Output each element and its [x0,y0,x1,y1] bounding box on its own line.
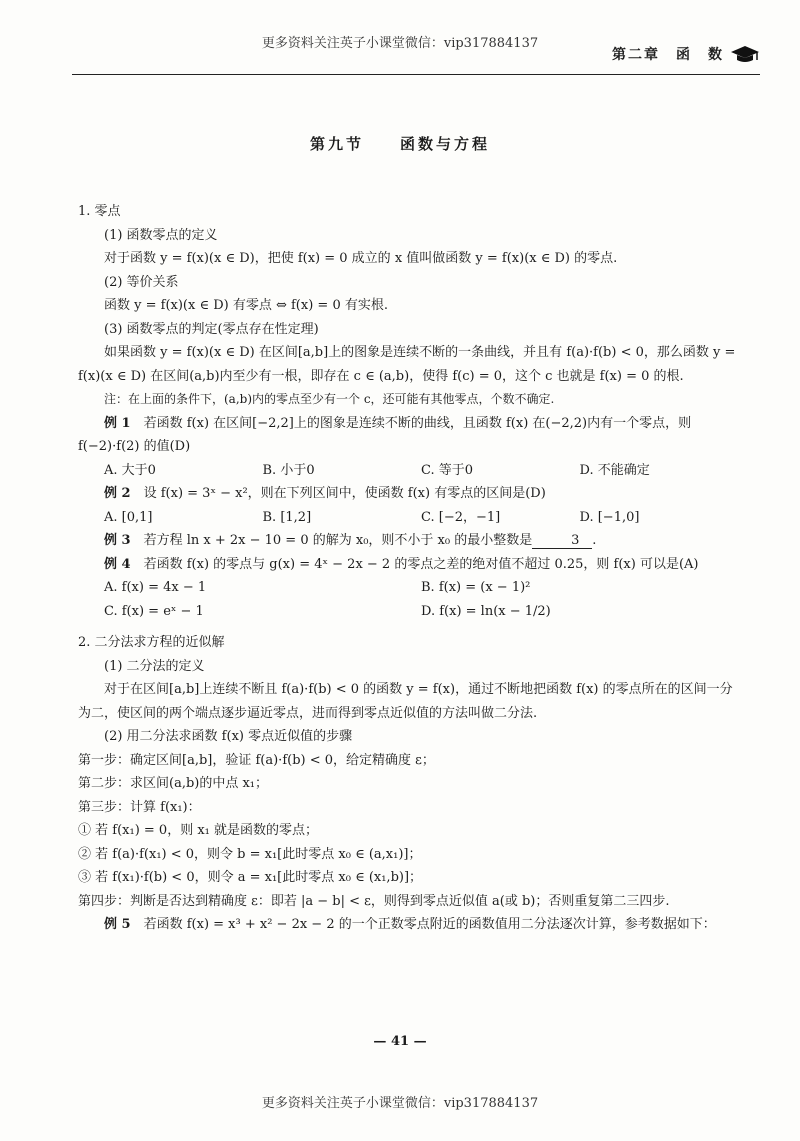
option: A. f(x) = 4x − 1 [104,580,207,595]
step-2: 第二步：求区间(a,b)的中点 x₁； [78,776,269,791]
example-1 [78,412,738,459]
equivalence-text: 函数 y = f(x)(x ∈ D) 有零点 ⇔ f(x) = 0 有实根. [104,298,388,313]
example-4-text: 若函数 f(x) 的零点与 g(x) = 4ˣ − 2x − 2 的零点之差的绝对值不超过 0.25，则 f(x) 可以是(A) [143,556,699,572]
step-3-case-1: ① 若 f(x₁) = 0，则 x₁ 就是函数的零点； [78,823,318,838]
example-1-text: 若函数 f(x) 在区间[−2,2]上的图象是连续不断的曲线，且函数 f(x) 在(−2,2)内有一个零点，则 f(−2)·f(2) 的值(D) [78,415,692,454]
option: B. 小于0 [262,462,315,478]
bisection-definition-text: 对于在区间[a,b]上连续不断且 f(a)·f(b) < 0 的函数 y = f(x)，通过不断地把函数 f(x) 的零点所在的区间一分为二，使区间的两个端点逐步逼近零点，进而得到零点近似值的方法叫做二分法. [78,682,733,721]
graduation-cap-icon [730,44,760,64]
option: A. 大于0 [104,462,156,478]
step-3-case-3: ③ 若 f(x₁)·f(b) < 0，则令 a = x₁[此时零点 x₀ ∈ (x₁,b)]； [78,870,423,885]
option: C. f(x) = eˣ − 1 [104,603,204,619]
example-2-label: 例 2 [104,486,131,501]
theorem-text: 如果函数 y = f(x)(x ∈ D) 在区间[a,b]上的图象是连续不断的一条曲线，并且有 f(a)·f(b) < 0，那么函数 y = f(x)(x ∈ D) 在区间(a,b)内至少有一根，即存在 c ∈ (a,b)，使得 f(c) = 0，这个 c 也就是 f(x) = 0 的根. [78,345,736,384]
example-2 [78,482,738,506]
chapter-header [612,44,760,64]
step-3: 第三步：计算 f(x₁)： [78,799,201,815]
example-1-options [78,459,738,483]
header-rule [72,74,760,75]
example-5 [78,913,738,937]
option: C. 等于0 [421,462,474,478]
example-4 [78,553,738,577]
step-1: 第一步：确定区间[a,b]，验证 f(a)·f(b) < 0，给定精确度 ε； [78,752,435,768]
example-2-text: 设 f(x) = 3ˣ − x²，则在下列区间中，使函数 f(x) 有零点的区间是(D) [143,486,546,501]
option: B. [1,2] [262,509,312,525]
note-text: 注：在上面的条件下，(a,b)内的零点至少有一个 c，还可能有其他零点，个数不确定. [104,392,555,406]
page-content [78,200,738,937]
subheading-definition: (1) 函数零点的定义 [104,227,218,243]
chapter-title: 第二章 函 数 [612,47,724,63]
heading-bisection: 2. 二分法求方程的近似解 [78,635,225,650]
example-5-text: 若函数 f(x) = x³ + x² − 2x − 2 的一个正数零点附近的函数值用二分法逐次计算，参考数据如下： [143,917,716,932]
subheading-bisection-definition: (1) 二分法的定义 [104,658,205,674]
step-4: 第四步：判断是否达到精确度 ε：即若 |a − b| < ε，则得到零点近似值 a(或 b)；否则重复第二三四步. [78,893,670,909]
option: D. f(x) = ln(x − 1/2) [421,603,551,619]
subheading-equivalence: (2) 等价关系 [104,274,179,290]
example-3-text: 若方程 ln x + 2x − 10 = 0 的解为 x₀，则不小于 x₀ 的最小整数是 [143,533,533,548]
option: C. [−2，−1] [421,509,501,525]
example-5-label: 例 5 [104,917,131,932]
option: B. f(x) = (x − 1)² [421,580,531,595]
subheading-theorem: (3) 函数零点的判定(零点存在性定理) [104,321,319,337]
watermark-bottom: 更多资料关注英子小课堂微信：vip317884137 [261,1096,539,1111]
option: D. 不能确定 [579,462,650,478]
step-3-case-2: ② 若 f(a)·f(x₁) < 0，则令 b = x₁[此时零点 x₀ ∈ (a,x₁)]； [78,846,422,862]
section-title: 第九节 函数与方程 [309,135,490,153]
example-4-options-row2 [78,600,738,624]
watermark-top: 更多资料关注英子小课堂微信：vip317884137 [261,36,539,51]
subheading-steps: (2) 用二分法求函数 f(x) 零点近似值的步骤 [104,729,353,744]
option: D. [−1,0] [579,509,640,525]
option: A. [0,1] [104,509,153,525]
example-3-label: 例 3 [104,533,131,548]
answer-blank: 3 [532,533,592,549]
example-3 [78,529,738,553]
page-number: — 41 — [373,1034,427,1049]
example-3-end: . [592,533,597,548]
example-4-options-row1 [78,576,738,600]
example-2-options [78,506,738,530]
example-1-label: 例 1 [104,415,131,431]
definition-text: 对于函数 y = f(x)(x ∈ D)，把使 f(x) = 0 成立的 x 值叫做函数 y = f(x)(x ∈ D) 的零点. [104,251,618,266]
heading-zero-point: 1. 零点 [78,204,121,219]
example-4-label: 例 4 [104,556,131,572]
